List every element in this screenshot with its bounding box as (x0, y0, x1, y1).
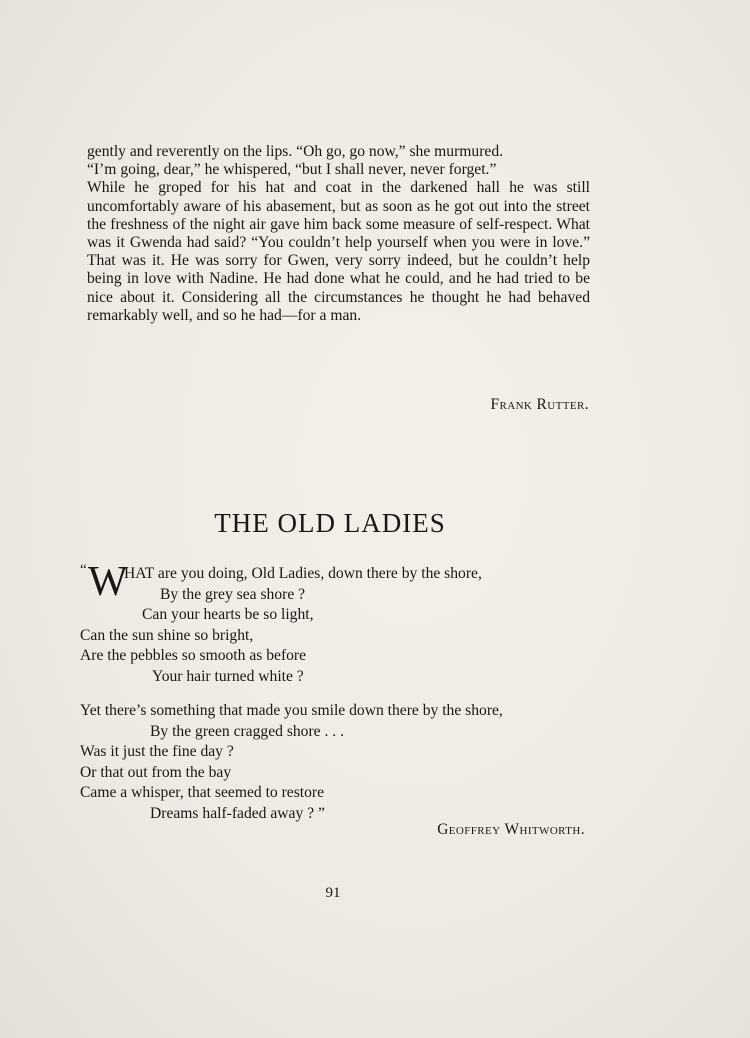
prose-paragraph: “I’m going, dear,” he whispered, “but I shall never, never forget.” (87, 161, 497, 179)
prose-paragraph: While he groped for his hat and coat in the darkened hall he was still uncomfortably aware of his abasement, but as soon as he got out into the street the freshness of the night air gave him back some measure of self-respect. What was it Gwenda had said? “You couldn’t help yourself when you were in love.” That was it. He was sorry for Gwen, very sorry indeed, but he couldn’t help being in love with Nadine. He had done what he could, and he had tried to be nice about it. Considering all the circumstances he thought he had behaved remarkably well, and so he had—for a man. (87, 179, 590, 324)
poem-line: By the green cragged shore . . . (150, 722, 344, 740)
poem-body (80, 559, 600, 824)
poem-line: Or that out from the bay (80, 763, 232, 781)
page-number: 91 (325, 885, 341, 901)
poem-stanza (80, 701, 600, 824)
prose-author-signature: Frank Rutter. (490, 396, 589, 413)
poem-line: Are the pebbles so smooth as before (80, 647, 307, 664)
opening-quote: “ (80, 562, 87, 578)
prose-paragraph: gently and reverently on the lips. “Oh go, go now,” she murmured. (87, 143, 504, 160)
drop-cap-letter: W (88, 559, 128, 605)
story-prose (87, 143, 590, 325)
poem-line: Can your hearts be so light, (142, 606, 314, 623)
poem-line: Was it just the fine day ? (80, 743, 234, 760)
poem-line: Dreams half-faded away ? ” (150, 804, 325, 822)
poem-line: Yet there’s something that made you smile down there by the shore, (80, 702, 503, 719)
poem-line: By the grey sea shore ? (160, 585, 306, 603)
poem-line: Came a whisper, that seemed to restore (80, 784, 325, 801)
poem-line: HAT are you doing, Old Ladies, down there by the shore, (124, 565, 482, 582)
poem-line: Can the sun shine so bright, (80, 626, 254, 644)
poem-stanza (80, 559, 600, 687)
poem-author-signature: Geoffrey Whitworth. (437, 821, 585, 838)
poem-line: Your hair turned white ? (152, 667, 304, 685)
poem-title: THE OLD LADIES (214, 508, 446, 538)
